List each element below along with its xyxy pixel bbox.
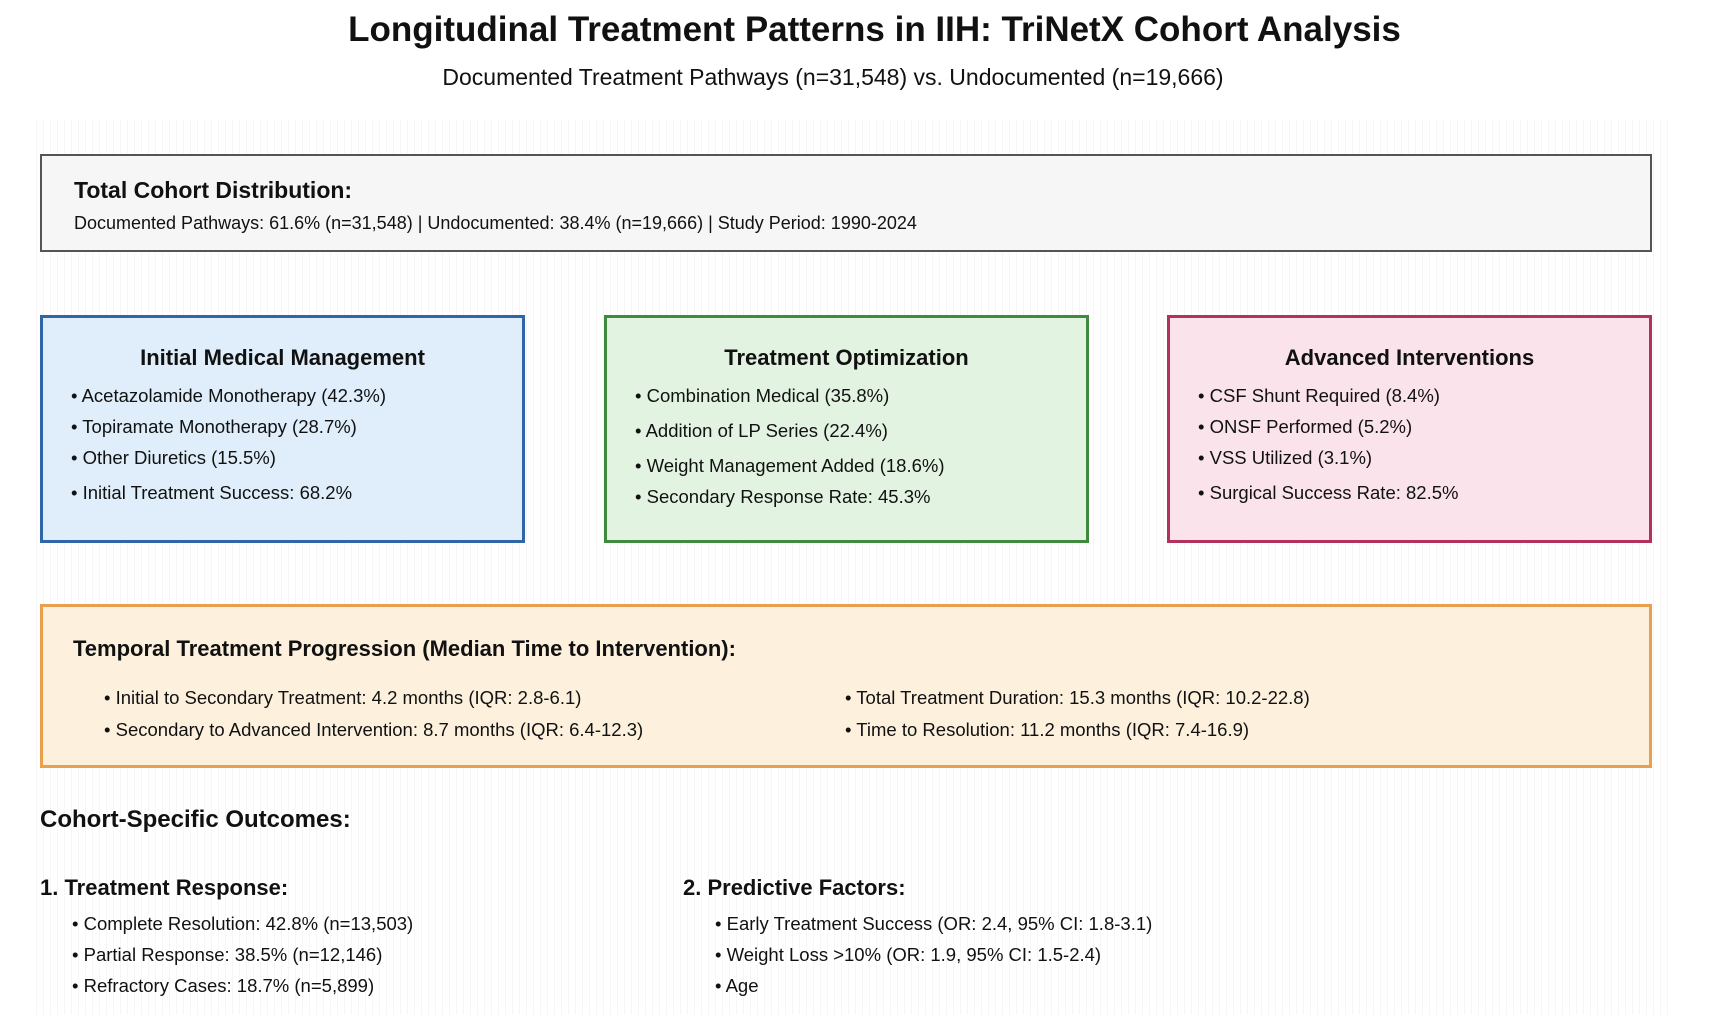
stage-item: • VSS Utilized (3.1%)	[1198, 447, 1373, 468]
temporal-item: • Initial to Secondary Treatment: 4.2 months (IQR: 2.8-6.1)	[104, 687, 582, 708]
total-cohort-heading: Total Cohort Distribution:	[74, 177, 353, 203]
total-cohort-box	[40, 154, 1652, 252]
stage-item: • Topiramate Monotherapy (28.7%)	[71, 416, 357, 437]
temporal-right-column	[845, 687, 1310, 751]
list-item: • Complete Resolution: 42.8% (n=13,503)	[72, 913, 414, 934]
predictive-factors-list	[683, 913, 1152, 1006]
treatment-response-title: 1. Treatment Response:	[40, 875, 289, 900]
list-item: • Early Treatment Success (OR: 2.4, 95% CI: 1.8-3.1)	[715, 913, 1153, 934]
predictive-factors-title: 2. Predictive Factors:	[683, 875, 906, 900]
stage-title: Advanced Interventions	[1284, 345, 1535, 370]
stage-item-list	[71, 385, 522, 513]
list-item: • Weight Loss >10% (OR: 1.9, 95% CI: 1.5-2.4)	[715, 944, 1102, 965]
outcomes-heading: Cohort-Specific Outcomes:	[40, 806, 351, 833]
stage-item: • Acetazolamide Monotherapy (42.3%)	[71, 385, 386, 406]
list-item: • Refractory Cases: 18.7% (n=5,899)	[72, 975, 375, 996]
predictive-factors-section	[683, 875, 1152, 1006]
page-title: Longitudinal Treatment Patterns in IIH: TriNetX Cohort Analysis	[348, 10, 1401, 49]
temporal-progression-box	[40, 604, 1652, 768]
temporal-item: • Time to Resolution: 11.2 months (IQR: 7.4-16.9)	[845, 719, 1250, 740]
stage-item: • Initial Treatment Success: 68.2%	[71, 482, 353, 503]
stage-title: Treatment Optimization	[724, 345, 969, 370]
stage-item: • Addition of LP Series (22.4%)	[635, 420, 888, 441]
stage-item: • Combination Medical (35.8%)	[635, 385, 890, 406]
treatment-response-list	[40, 913, 413, 1006]
page-subtitle: Documented Treatment Pathways (n=31,548) vs. Undocumented (n=19,666)	[442, 64, 1224, 90]
stage-item: • Other Diuretics (15.5%)	[71, 447, 276, 468]
total-cohort-summary: Documented Pathways: 61.6% (n=31,548) | Undocumented: 38.4% (n=19,666) | Study Period: 1990-2024	[74, 213, 917, 233]
stage-item-list	[1198, 385, 1649, 513]
temporal-left-column	[104, 687, 643, 751]
temporal-item: • Secondary to Advanced Intervention: 8.7 months (IQR: 6.4-12.3)	[104, 719, 644, 740]
stage-initial-medical-management	[40, 315, 525, 543]
stage-item-list	[635, 385, 1086, 517]
stage-advanced-interventions	[1167, 315, 1652, 543]
temporal-heading: Temporal Treatment Progression (Median Time to Intervention):	[73, 636, 736, 661]
stage-treatment-optimization	[604, 315, 1089, 543]
list-item: • Age	[715, 975, 759, 996]
stage-item: • Weight Management Added (18.6%)	[635, 455, 945, 476]
list-item: • Partial Response: 38.5% (n=12,146)	[72, 944, 383, 965]
treatment-response-section	[40, 875, 413, 1006]
stage-title: Initial Medical Management	[140, 345, 425, 370]
stage-item: • ONSF Performed (5.2%)	[1198, 416, 1413, 437]
stage-item: • CSF Shunt Required (8.4%)	[1198, 385, 1440, 406]
stage-item: • Surgical Success Rate: 82.5%	[1198, 482, 1459, 503]
temporal-item: • Total Treatment Duration: 15.3 months (IQR: 10.2-22.8)	[845, 687, 1310, 708]
stage-item: • Secondary Response Rate: 45.3%	[635, 486, 931, 507]
